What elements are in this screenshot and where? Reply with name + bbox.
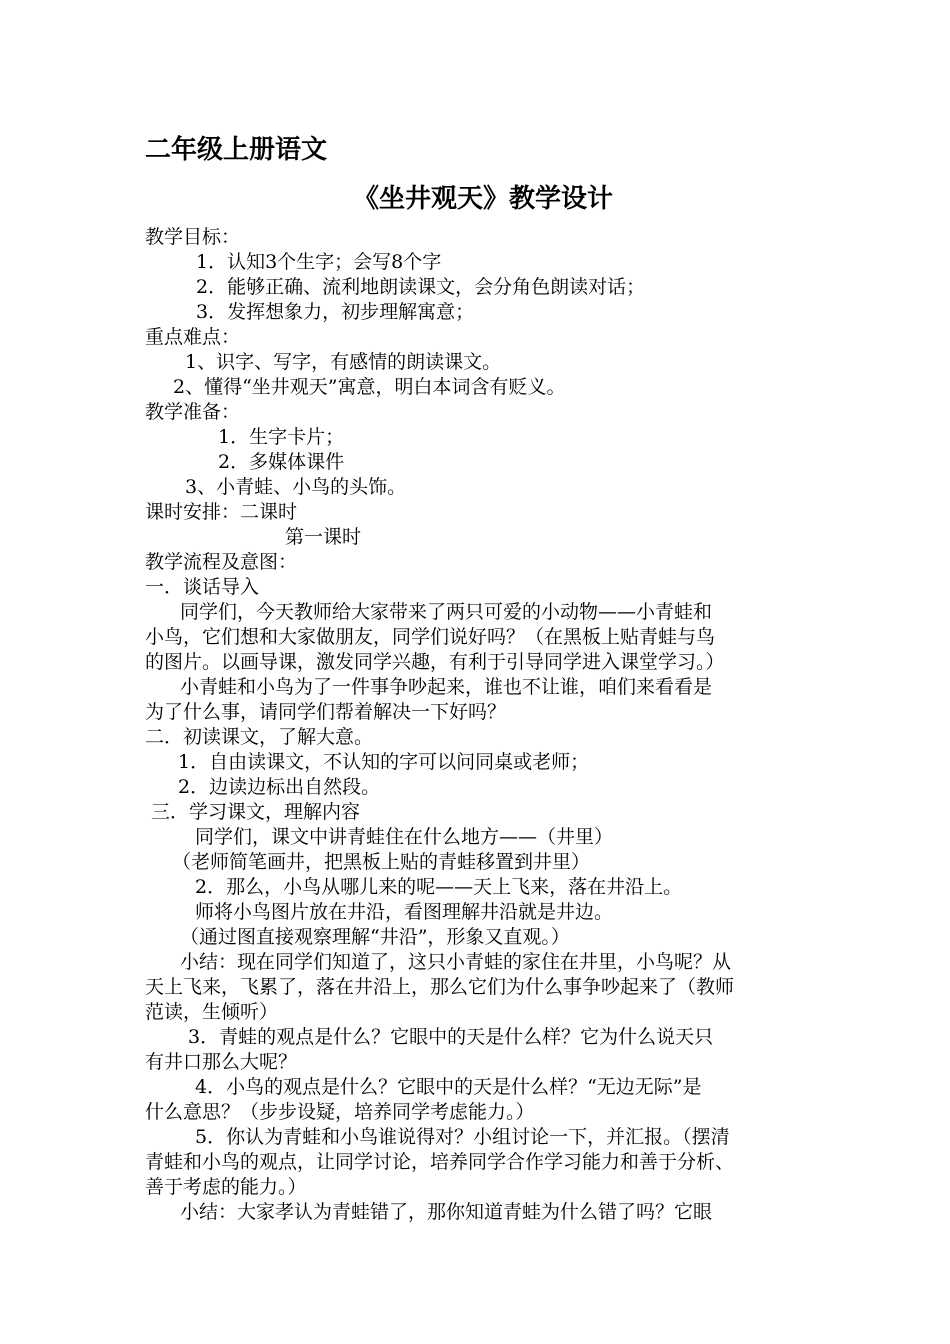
- paragraph-line: 2．那么，小鸟从哪儿来的呢——天上飞来，落在井沿上。: [195, 876, 683, 898]
- paragraph-line: 天上飞来，飞累了，落在井沿上，那么它们为什么事争吵起来了（教师: [145, 976, 735, 998]
- grade-title: 二年级上册语文: [145, 135, 328, 165]
- prep-item-2: 2．多媒体课件: [218, 451, 345, 473]
- step-2-item-2: 2．边读边标出自然段。: [178, 776, 381, 798]
- goal-item-1: 1．认知3个生字；会写8个字: [196, 251, 442, 273]
- schedule-line: 课时安排：二课时: [145, 501, 298, 523]
- main-title: [0, 182, 950, 216]
- paragraph-line: 小鸟，它们想和大家做朋友，同学们说好吗？（在黑板上贴青蛙与鸟: [145, 626, 716, 648]
- step-1-heading: 一．谈话导入: [145, 576, 260, 598]
- paragraph-line: （老师简笔画井，把黑板上贴的青蛙移置到井里）: [172, 851, 591, 873]
- paragraph-line: 4．小鸟的观点是什么？它眼中的天是什么样？“无边无际”是: [195, 1076, 702, 1098]
- section-heading-flow: 教学流程及意图：: [145, 551, 298, 573]
- main-title-text: 《坐井观天》教学设计: [352, 184, 613, 214]
- step-2-heading: 二．初读课文，了解大意。: [145, 726, 374, 748]
- paragraph-line: 的图片。以画导课，激发同学兴趣，有利于引导同学进入课堂学习。）: [145, 651, 725, 673]
- step-3-heading: 三．学习课文，理解内容: [151, 801, 361, 823]
- paragraph-line: 同学们，课文中讲青蛙住在什么地方——（井里）: [195, 826, 614, 848]
- paragraph-line: 范读，生倾听）: [145, 1001, 279, 1023]
- goal-item-3: 3．发挥想象力，初步理解寓意；: [196, 301, 475, 323]
- paragraph-line: 有井口那么大呢？: [145, 1051, 298, 1073]
- paragraph-line: 3．青蛙的观点是什么？它眼中的天是什么样？它为什么说天只: [188, 1026, 714, 1048]
- section-heading-preparation: 教学准备：: [145, 401, 241, 423]
- paragraph-line: 什么意思？（步步设疑，培养同学考虑能力。）: [145, 1101, 535, 1123]
- paragraph-line: 同学们，今天教师给大家带来了两只可爱的小动物——小青蛙和: [180, 601, 713, 623]
- prep-item-3: 3、小青蛙、小鸟的头饰。: [185, 476, 407, 498]
- paragraph-line: 善于考虑的能力。）: [145, 1176, 307, 1198]
- lesson-one-heading: 第一课时: [285, 526, 362, 548]
- goal-item-2: 2．能够正确、流利地朗读课文，会分角色朗读对话；: [196, 276, 646, 298]
- paragraph-line: 师将小鸟图片放在井沿，看图理解井沿就是井边。: [195, 901, 614, 923]
- step-2-item-1: 1．自由读课文，不认知的字可以问同桌或老师；: [178, 751, 590, 773]
- paragraph-line: 小结：大家孝认为青蛙错了，那你知道青蛙为什么错了吗？它眼: [180, 1201, 713, 1223]
- key-point-1: 1、识字、写字，有感情的朗读课文。: [185, 351, 502, 373]
- prep-item-1: 1．生字卡片；: [218, 426, 345, 448]
- paragraph-line: 5．你认为青蛙和小鸟谁说得对？小组讨论一下，并汇报。（摆清: [195, 1126, 730, 1148]
- paragraph-line: 为了什么事，请同学们帮着解决一下好吗？: [145, 701, 507, 723]
- section-heading-goals: 教学目标：: [145, 226, 241, 248]
- section-heading-key-points: 重点难点：: [145, 326, 241, 348]
- key-point-2: 2、懂得“坐井观天”寓意，明白本词含有贬义。: [173, 376, 566, 398]
- paragraph-line: （通过图直接观察理解“井沿”，形象又直观。）: [180, 926, 570, 948]
- paragraph-line: 小青蛙和小鸟为了一件事争吵起来，谁也不让谁，咱们来看看是: [180, 676, 713, 698]
- paragraph-line: 青蛙和小鸟的观点，让同学讨论，培养同学合作学习能力和善于分析、: [145, 1151, 735, 1173]
- paragraph-line: 小结：现在同学们知道了，这只小青蛙的家住在井里，小鸟呢？从: [180, 951, 732, 973]
